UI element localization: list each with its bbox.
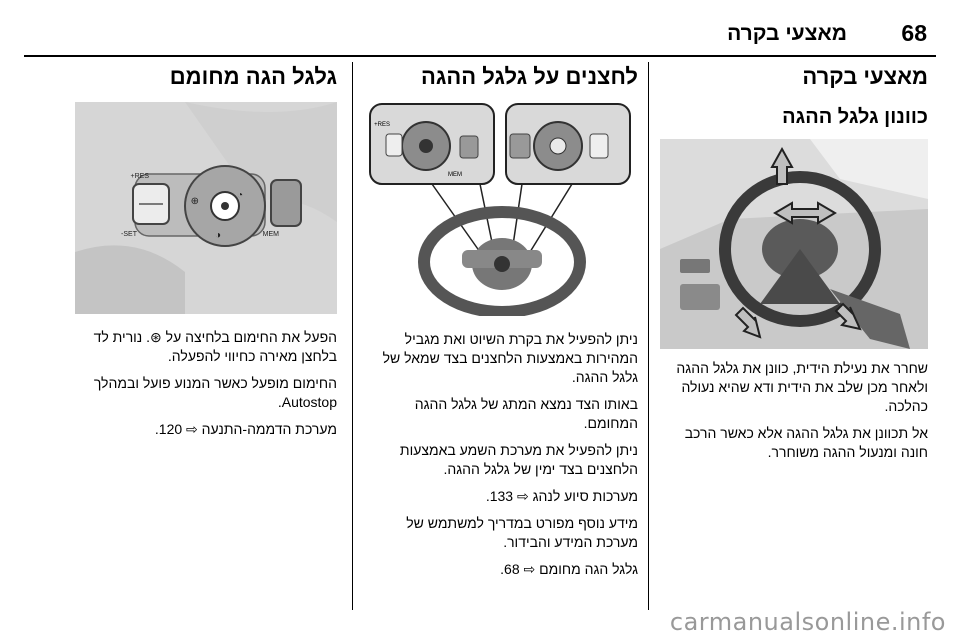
- watermark: carmanualsonline.info: [669, 608, 946, 636]
- paragraph-buttons-3: ניתן להפעיל את מערכת השמע באמצעות הלחצנים בצד ימין של גלגל ההגה.: [399, 442, 638, 477]
- paragraph-adjust-1: שחרר את נעילת הידית, כוונן את גלגל ההגה ולאחר מכן שלב את הידית ודא שהיא נעולה כהלכה.: [676, 360, 928, 414]
- right-column: [660, 62, 928, 462]
- steering-adjust-illustration: [660, 139, 928, 349]
- inset-res-label: RES+: [374, 122, 390, 128]
- paragraph-buttons-1: ניתן להפעיל את בקרת השיוט ואת מגביל המהירות באמצעות הלחצנים בצד שמאל של גלגל ההגה.: [382, 331, 638, 385]
- inset-mem-label: MEM: [448, 172, 462, 178]
- sub-title-steering-adjust: כוונון גלגל ההגה: [782, 106, 928, 128]
- paragraph-buttons-2: באותו הצד נמצא המתג של גלגל ההגה המחומם.: [414, 396, 638, 431]
- paragraph-buttons-6: גלגל הגה מחומם ⇨ 68.: [500, 561, 638, 577]
- paragraph-buttons-4: מערכות סיוע לנהג ⇨ 133.: [485, 488, 638, 504]
- middle-column: [362, 62, 638, 579]
- page-header: [0, 0, 960, 50]
- paragraph-heated-2: החימום מופעל כאשר המנוע פועל ובמהלך Autostop.: [93, 375, 337, 410]
- heated-wheel-illustration: [75, 102, 337, 314]
- res-label: RES+: [130, 173, 149, 180]
- heated-wheel-drawing: [75, 102, 337, 314]
- chapter-title: מאצעי בקרה: [727, 22, 847, 45]
- paragraph-buttons-5: מידע נוסף מפורט במדריך למשתמש של מערכת המידע והבידור.: [406, 515, 638, 550]
- cruise-icon: ◑: [214, 230, 221, 241]
- paragraph-heated-1: הפעל את החימום בלחיצה על ⊛. נורית לד בלחצן מאירה כחיווי להפעלה.: [93, 329, 337, 364]
- wheel-buttons-illustration: [362, 102, 638, 316]
- paragraph-adjust-2: אל תכוונן את גלגל ההגה אלא כאשר הרכב חונה ומנעול ההגה משוחרר.: [684, 425, 928, 460]
- section-title-heated-wheel: גלגל הגה מחומם: [169, 64, 337, 89]
- column-divider-right: [648, 62, 649, 610]
- acc-icon: ⊕: [190, 196, 199, 207]
- mem-label: MEM: [262, 231, 279, 238]
- limiter-icon: ◔: [236, 190, 243, 201]
- set-label: SET-: [121, 231, 137, 238]
- wheel-buttons-drawing: [362, 102, 638, 316]
- column-divider-left: [352, 62, 353, 610]
- section-title-wheel-buttons: לחצנים על גלגל ההגה: [420, 64, 638, 89]
- steering-adjust-drawing: [660, 139, 928, 349]
- header-rule: [24, 55, 936, 57]
- paragraph-heated-3: מערכת הדממה-התנעה ⇨ 120.: [154, 421, 337, 437]
- left-column: [75, 62, 337, 439]
- section-title-controls: מאצעי בקרה: [802, 64, 928, 89]
- page-number: 68: [901, 20, 927, 46]
